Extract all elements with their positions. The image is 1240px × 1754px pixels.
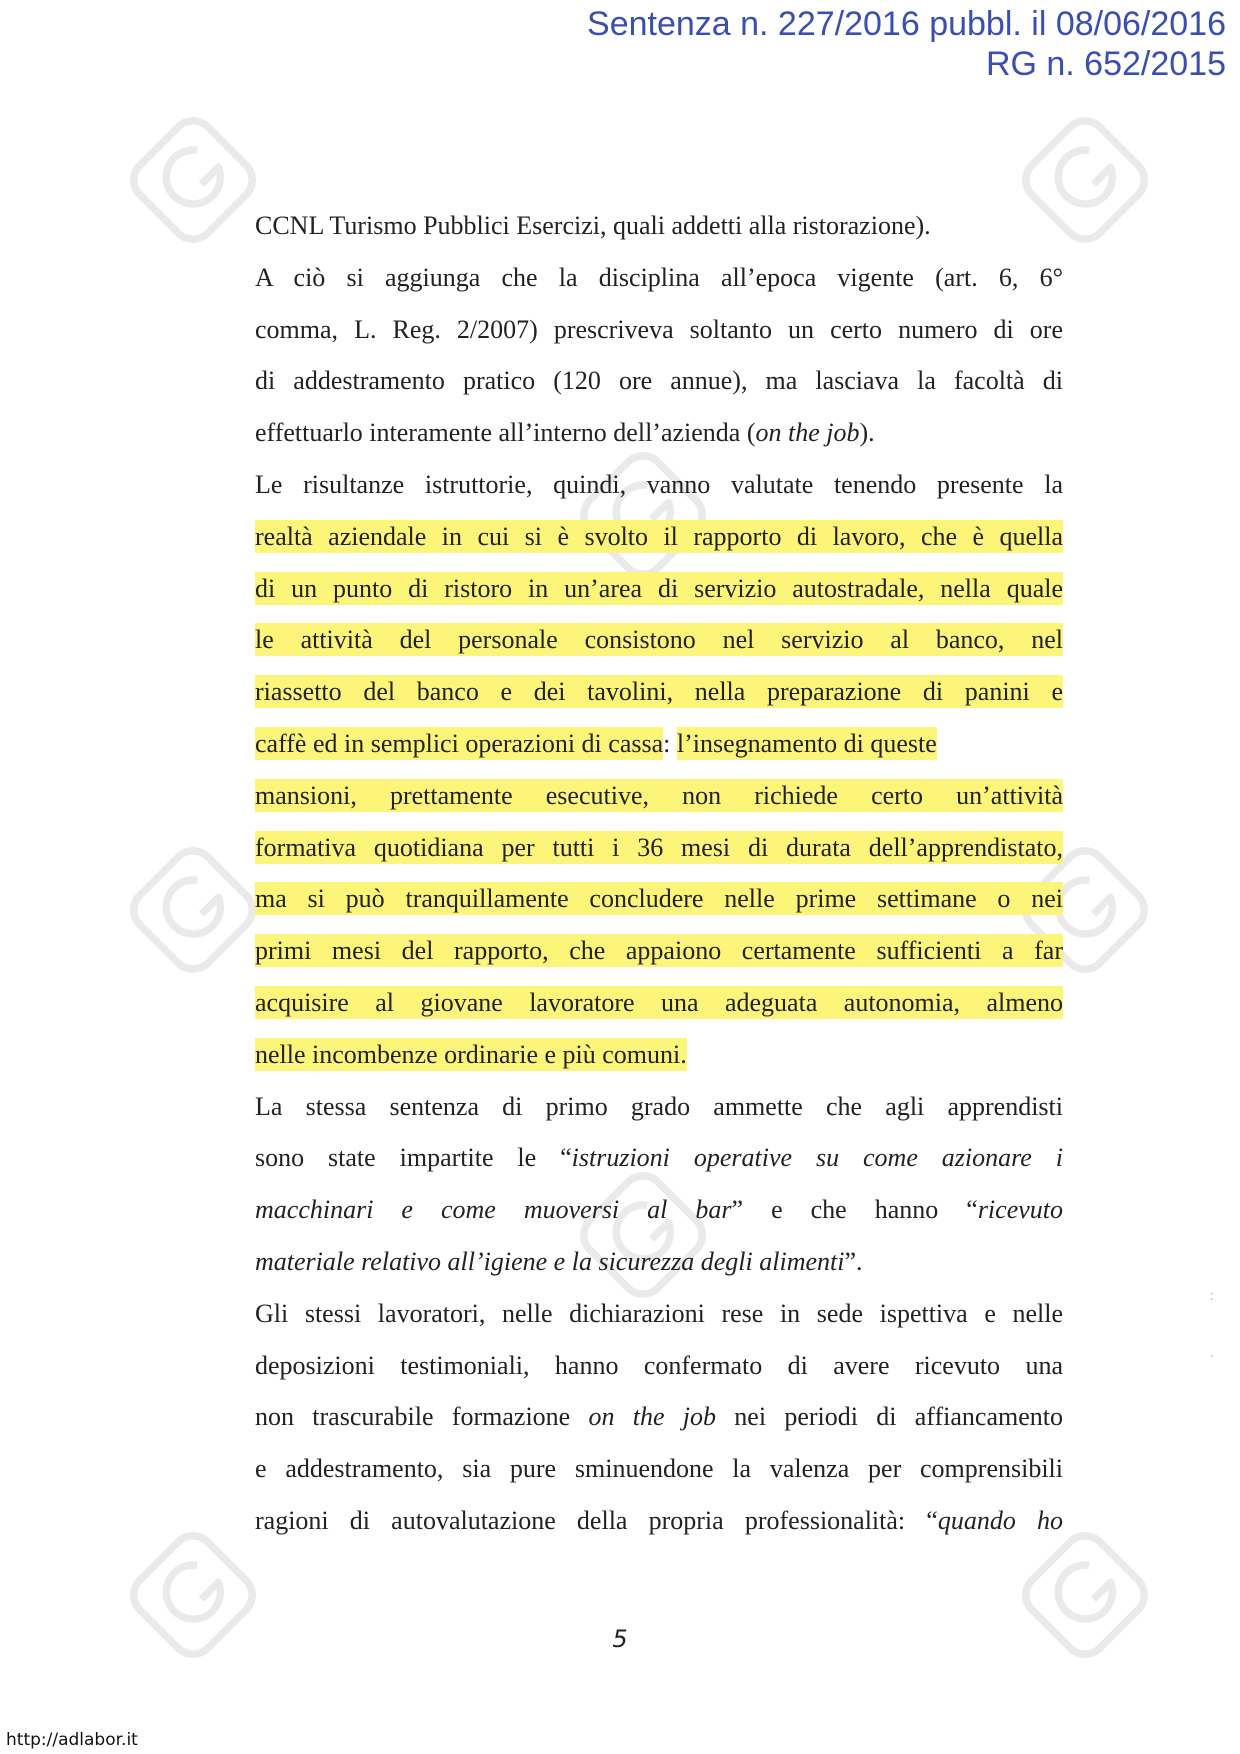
text-line: Le risultanze istruttorie, quindi, vanno valutate tenendo presente la [255,469,1063,499]
text-line: A ciò si aggiunga che la disciplina all’epoca vigente (art. 6, 6° [255,262,1063,292]
highlighted-line: le attività del personale consistono nel servizio al banco, nel [255,625,1063,655]
highlighted-line: mansioni, prettamente esecutive, non richiede certo un’attività [255,780,1063,810]
text-line: macchinari e come muoversi al bar” e che hanno “ricevuto [255,1195,1063,1225]
highlighted-line: formativa quotidiana per tutti i 36 mesi di durata dell’apprendistato, [255,832,1063,862]
text-line: e addestramento, sia pure sminuendone la valenza per comprensibili [255,1454,1063,1484]
text-line: di addestramento pratico (120 ore annue), ma lasciava la facoltà di [255,366,1063,396]
text-line: La stessa sentenza di primo grado ammette che agli apprendisti [255,1091,1063,1121]
highlighted-line: acquisire al giovane lavoratore una adeguata autonomia, almeno [255,987,1063,1017]
page-number: 5 [612,1625,628,1653]
text-line: ragioni di autovalutazione della propria professionalità: “quando ho [255,1505,1063,1535]
text-line: sono state impartite le “istruzioni operative su come azionare i [255,1143,1063,1173]
highlighted-line: realtà aziendale in cui si è svolto il rapporto di lavoro, che è quella [255,521,1063,551]
margin-mark: : [1209,1288,1214,1304]
text-line: CCNL Turismo Pubblici Esercizi, quali addetti alla ristorazione). [255,211,931,240]
text-line: Gli stessi lavoratori, nelle dichiarazioni rese in sede ispettiva e nelle [255,1298,1063,1328]
document-body [255,200,1063,1547]
sentence-stamp: Sentenza n. 227/2016 pubbl. il 08/06/2016 [587,5,1226,43]
case-number-stamp: RG n. 652/2015 [985,45,1226,83]
text-line: deposizioni testimoniali, hanno confermato di avere ricevuto una [255,1350,1063,1380]
highlighted-line: nelle incombenze ordinarie e più comuni. [255,1039,687,1069]
highlighted-line: ma si può tranquillamente concludere nelle prime settimane o nei [255,884,1063,914]
logo-watermark-icon [118,105,268,255]
logo-watermark-icon [118,835,268,985]
text-line: materiale relativo all’igiene e la sicurezza degli alimenti”. [255,1246,863,1276]
text-line: comma, L. Reg. 2/2007) prescriveva soltanto un certo numero di ore [255,314,1063,344]
highlighted-line: primi mesi del rapporto, che appaiono certamente sufficienti a far [255,936,1063,966]
highlighted-line: di un punto di ristoro in un’area di servizio autostradale, nella quale [255,573,1063,603]
margin-mark: . [1209,1345,1214,1361]
text-line: non trascurabile formazione on the job nei periodi di affiancamento [255,1402,1063,1432]
footer-url: http://adlabor.it [6,1730,138,1750]
highlighted-line: riassetto del banco e dei tavolini, nella preparazione di panini e [255,677,1063,707]
text-line: effettuarlo interamente all’interno dell’azienda (on the job). [255,418,875,448]
highlighted-line: caffè ed in semplici operazioni di cassa: l’insegnamento di queste [255,728,937,758]
